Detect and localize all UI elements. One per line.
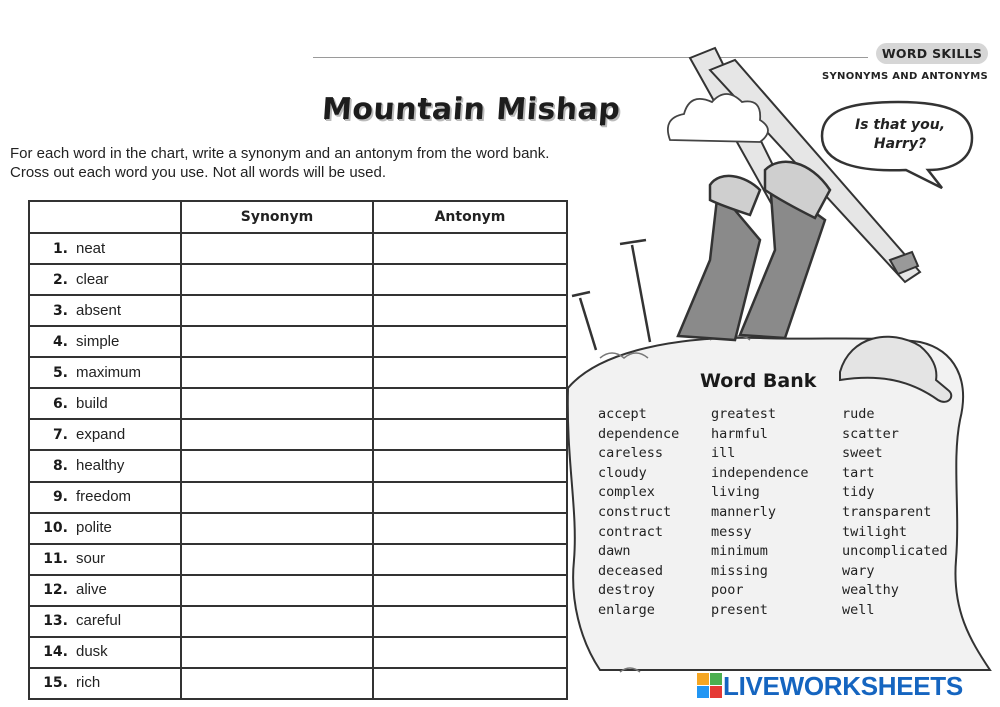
word-bank-item: rude — [842, 406, 875, 422]
section-subtitle: SYNONYMS AND ANTONYMS — [822, 71, 988, 82]
synonym-answer-cell[interactable] — [181, 575, 373, 606]
ski-poles — [572, 240, 650, 350]
antonym-column-header: Antonym — [373, 201, 567, 233]
antonym-answer-cell[interactable] — [373, 388, 567, 419]
row-word: expand — [76, 425, 126, 443]
word-bank-item: present — [711, 601, 768, 618]
antonym-answer-cell[interactable] — [373, 575, 567, 606]
row-word-cell — [29, 668, 181, 699]
table-row — [29, 637, 567, 668]
word-bank-item: wealthy — [842, 582, 899, 599]
word-bank-item: greatest — [711, 406, 777, 422]
word-bank-item: minimum — [711, 543, 768, 560]
table-row — [29, 544, 567, 575]
synonym-answer-cell[interactable] — [181, 264, 373, 295]
table-row — [29, 357, 567, 388]
antonym-answer-cell[interactable] — [373, 668, 567, 699]
synonym-answer-cell[interactable] — [181, 544, 373, 575]
row-word-cell — [29, 419, 181, 450]
row-word: alive — [76, 581, 107, 599]
legs — [678, 162, 830, 340]
row-word: build — [76, 394, 108, 412]
row-number: 6. — [52, 395, 68, 412]
word-bank-item: tart — [842, 464, 875, 481]
row-word: careful — [76, 612, 122, 630]
row-word-cell — [29, 450, 181, 481]
synonym-answer-cell[interactable] — [181, 357, 373, 388]
word-bank-item: accept — [598, 406, 647, 422]
row-word: polite — [76, 519, 112, 537]
word-bank-item: contract — [598, 523, 664, 540]
antonym-answer-cell[interactable] — [373, 544, 567, 575]
synonym-column-header: Synonym — [181, 201, 373, 233]
synonym-answer-cell[interactable] — [181, 637, 373, 668]
word-bank-item: dependence — [598, 425, 680, 442]
table-row — [29, 295, 567, 326]
synonym-answer-cell[interactable] — [181, 450, 373, 481]
row-number: 1. — [52, 240, 68, 257]
instructions-line-1: For each word in the chart, write a synonym and an antonym from the word bank. — [10, 145, 550, 162]
row-word-cell — [29, 606, 181, 637]
word-bank-item: enlarge — [598, 601, 655, 618]
word-bank-item: construct — [598, 503, 672, 520]
word-bank-item: uncomplicated — [842, 543, 948, 560]
antonym-answer-cell[interactable] — [373, 295, 567, 326]
row-word-cell — [29, 575, 181, 606]
antonym-answer-cell[interactable] — [373, 419, 567, 450]
row-word: clear — [76, 270, 109, 288]
word-bank-item: destroy — [598, 582, 655, 599]
row-word-cell — [29, 357, 181, 388]
word-bank-item: tidy — [842, 484, 875, 501]
word-bank-title: Word Bank — [700, 370, 817, 392]
word-bank-item: messy — [711, 523, 752, 540]
table-row — [29, 233, 567, 264]
antonym-answer-cell[interactable] — [373, 513, 567, 544]
row-word: rich — [76, 674, 101, 692]
row-word-cell — [29, 388, 181, 419]
word-bank-column-1 — [598, 405, 679, 621]
row-number: 2. — [52, 271, 68, 288]
word-bank-item: mannerly — [711, 503, 777, 520]
synonym-antonym-chart — [28, 200, 568, 700]
word-bank-item: careless — [598, 445, 664, 462]
antonym-answer-cell[interactable] — [373, 482, 567, 513]
row-word-cell — [29, 295, 181, 326]
table-row — [29, 482, 567, 513]
logo-blocks-icon — [697, 673, 723, 699]
row-number: 3. — [52, 302, 68, 319]
row-word-cell — [29, 233, 181, 264]
row-word: freedom — [76, 488, 132, 506]
row-number: 10. — [43, 520, 68, 537]
row-number: 4. — [52, 333, 68, 350]
row-number: 7. — [52, 426, 68, 443]
word-bank-item: sweet — [842, 445, 883, 462]
table-row — [29, 326, 567, 357]
word-bank-column-2 — [711, 405, 809, 621]
word-bank-item: transparent — [842, 503, 932, 520]
row-number: 13. — [43, 613, 68, 630]
row-word: healthy — [76, 456, 125, 474]
table-row — [29, 606, 567, 637]
row-word-cell — [29, 544, 181, 575]
word-bank-item: ill — [711, 445, 736, 462]
synonym-answer-cell[interactable] — [181, 482, 373, 513]
table-row — [29, 513, 567, 544]
antonym-answer-cell[interactable] — [373, 450, 567, 481]
word-bank-column-3 — [842, 405, 948, 621]
row-word: simple — [76, 332, 120, 350]
word-bank-item: wary — [842, 562, 875, 579]
table-row — [29, 575, 567, 606]
word-bank-item: dawn — [598, 543, 631, 560]
synonym-answer-cell[interactable] — [181, 233, 373, 264]
word-bank-item: well — [842, 601, 875, 618]
antonym-answer-cell[interactable] — [373, 357, 567, 388]
word-bank-item: missing — [711, 562, 768, 579]
page-title: Mountain Mishap — [320, 92, 622, 127]
word-bank-item: poor — [711, 582, 744, 599]
antonym-answer-cell[interactable] — [373, 233, 567, 264]
table-row — [29, 388, 567, 419]
row-number: 5. — [52, 364, 68, 381]
synonym-answer-cell[interactable] — [181, 513, 373, 544]
antonym-answer-cell[interactable] — [373, 326, 567, 357]
row-word: maximum — [76, 363, 142, 381]
liveworksheets-logo — [697, 672, 963, 700]
word-skills-badge: WORD SKILLS — [876, 43, 988, 64]
row-number: 9. — [52, 489, 68, 506]
row-word: dusk — [76, 643, 108, 661]
row-word-cell — [29, 482, 181, 513]
antonym-answer-cell[interactable] — [373, 606, 567, 637]
row-word: sour — [76, 550, 106, 568]
instructions-line-2: Cross out each word you use. Not all words will be used. — [10, 164, 387, 181]
word-bank-item: independence — [711, 464, 809, 481]
synonym-answer-cell[interactable] — [181, 419, 373, 450]
row-number: 15. — [43, 675, 68, 692]
word-bank-item: living — [711, 484, 760, 501]
speech-text: Is that you, Harry? — [854, 117, 946, 152]
row-word-cell — [29, 326, 181, 357]
table-row — [29, 264, 567, 295]
table-row — [29, 419, 567, 450]
row-word: absent — [76, 301, 122, 319]
synonym-answer-cell[interactable] — [181, 388, 373, 419]
word-bank-item: complex — [598, 484, 655, 501]
word-column-header — [29, 201, 181, 233]
row-number: 14. — [43, 644, 68, 661]
word-bank-item: harmful — [711, 425, 768, 442]
table-row — [29, 450, 567, 481]
antonym-answer-cell[interactable] — [373, 637, 567, 668]
row-number: 11. — [43, 551, 68, 568]
row-word-cell — [29, 264, 181, 295]
row-word-cell — [29, 513, 181, 544]
chart-header-row — [29, 201, 567, 233]
table-row — [29, 668, 567, 699]
synonym-answer-cell[interactable] — [181, 606, 373, 637]
row-word: neat — [76, 239, 106, 257]
row-number: 12. — [43, 582, 68, 599]
synonym-answer-cell[interactable] — [181, 326, 373, 357]
word-bank-item: cloudy — [598, 464, 647, 481]
synonym-answer-cell[interactable] — [181, 668, 373, 699]
synonym-answer-cell[interactable] — [181, 295, 373, 326]
word-bank-item: deceased — [598, 562, 664, 579]
antonym-answer-cell[interactable] — [373, 264, 567, 295]
word-bank-item: scatter — [842, 425, 899, 442]
word-bank-item: twilight — [842, 523, 908, 540]
row-number: 8. — [52, 457, 68, 474]
logo-text: LIVEWORKSHEETS — [723, 671, 963, 701]
row-word-cell — [29, 637, 181, 668]
